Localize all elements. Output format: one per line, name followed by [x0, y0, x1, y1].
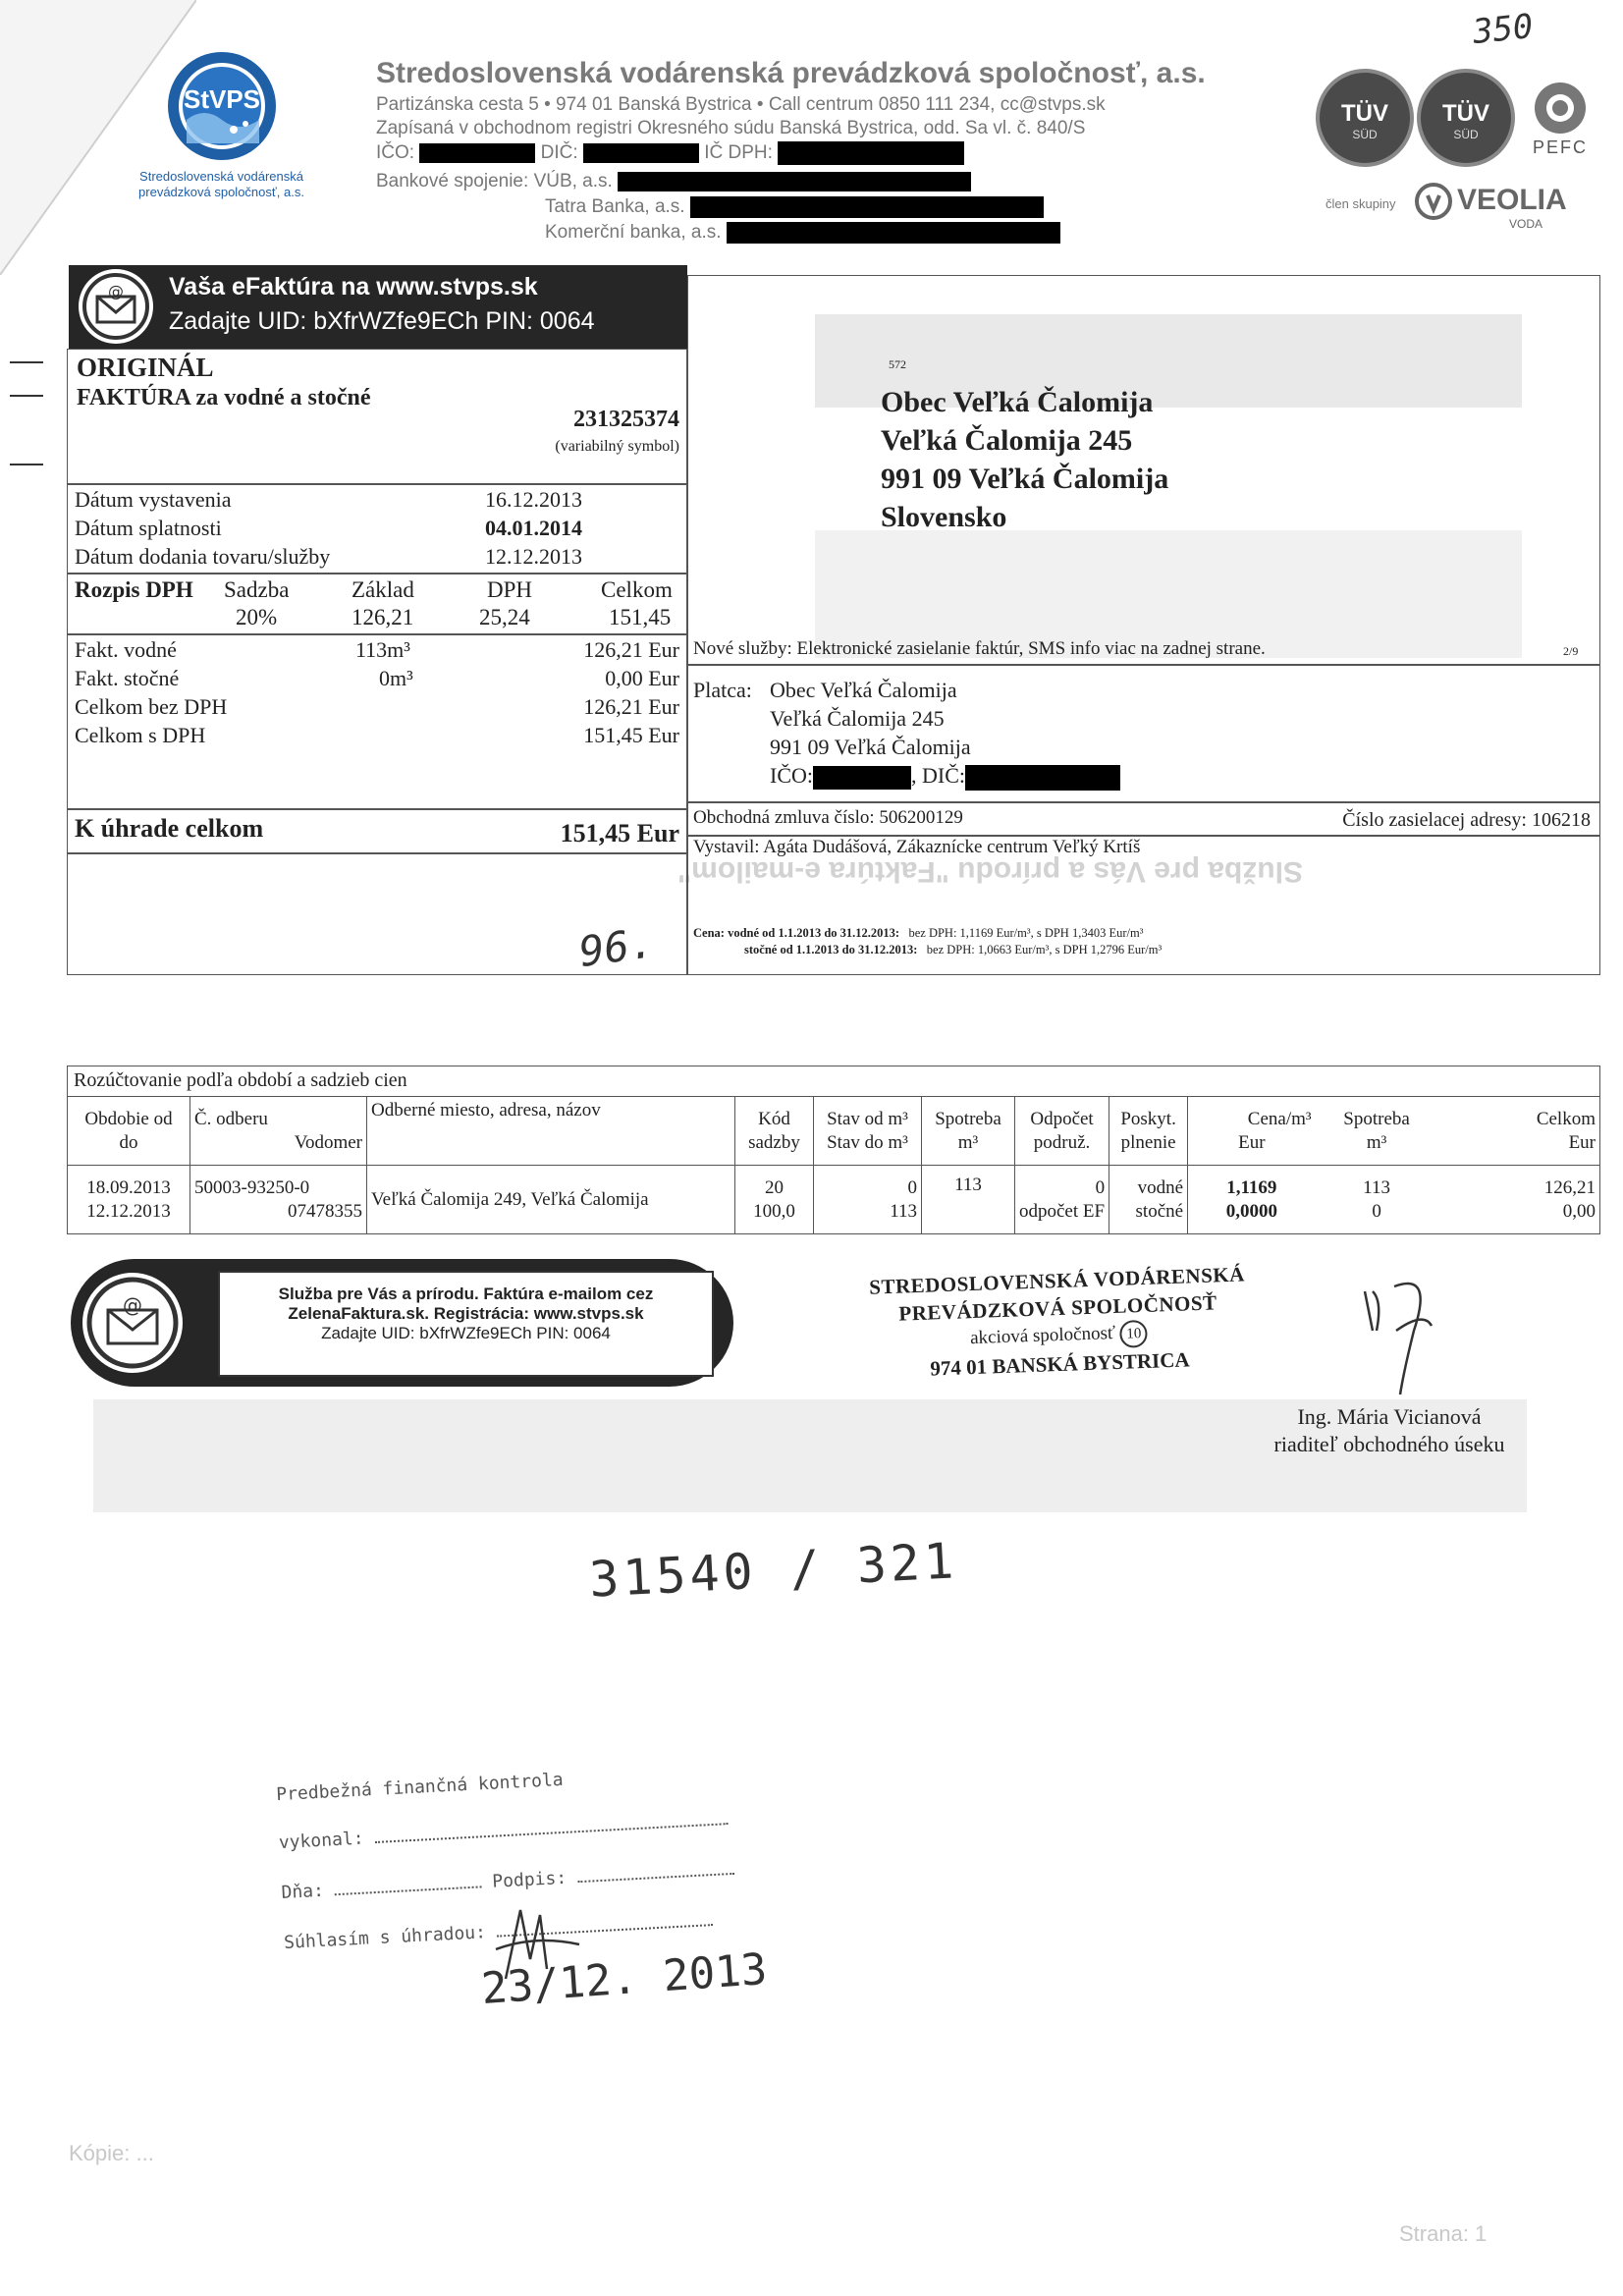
redacted-account: [727, 222, 1060, 244]
green-email-icon: [82, 1273, 183, 1373]
td-consumption2: [1316, 1166, 1438, 1234]
td-line: 100,0: [753, 1200, 795, 1222]
efaktura-line1: Vaša eFaktúra na www.stvps.sk: [169, 273, 538, 301]
ghost-footer-copies: Kópie: ...: [69, 2141, 154, 2165]
bank-name: Komerční banka, a.s.: [545, 222, 722, 243]
item-row: [75, 721, 683, 749]
td-line: 0: [1372, 1200, 1381, 1222]
bank-row: [376, 194, 1060, 220]
price-note-body: bez DPH: 1,0663 Eur/m³, s DPH 1,2796 Eur/m³: [926, 943, 1163, 957]
recipient-line: Veľká Čalomija 245: [881, 424, 1133, 457]
td-line: 113: [954, 1175, 982, 1195]
th-consumption: [922, 1097, 1015, 1166]
item-value: 126,21 Eur: [583, 637, 679, 662]
th-line: Spotreba: [1343, 1108, 1410, 1129]
dotted-line: [375, 1823, 729, 1843]
td-line: stočné: [1135, 1200, 1184, 1222]
logo-caption-line: prevádzková spoločnosť, a.s.: [138, 185, 304, 199]
item-label: Fakt. vodné: [75, 637, 177, 662]
vat-header: DPH: [487, 577, 533, 602]
logo-caption-line: Stredoslovenská vodárenská: [139, 169, 303, 184]
company-registry: Zapísaná v obchodnom registri Okresného súdu Banská Bystrica, odd. Sa vl. č. 840/S: [376, 118, 1086, 138]
item-value: 0,00 Eur: [605, 666, 679, 690]
logo-caption: [116, 169, 327, 200]
due-date-value: 04.01.2014: [485, 516, 582, 540]
control-row: [281, 1859, 734, 1903]
tuv-cert-2: [1417, 69, 1515, 167]
divider: [687, 664, 1600, 666]
vat-value: 20%: [236, 605, 278, 629]
td-line: Veľká Čalomija 249, Veľká Čalomija: [371, 1188, 649, 1210]
th-odber: [190, 1097, 367, 1166]
redacted-payer-dic: [965, 765, 1120, 791]
item-qty: 0m³: [379, 666, 413, 690]
green-banner-textbox: [218, 1271, 714, 1377]
th-line: Vodomer: [294, 1131, 362, 1153]
control-dna: Dňa:: [281, 1880, 325, 1904]
green-line3: Zadajte UID: bXfrWZfe9ECh PIN: 0064: [321, 1324, 611, 1342]
th-line: Eur: [1568, 1131, 1596, 1153]
vat-value: 151,45: [609, 605, 672, 629]
vat-value: 25,24: [479, 605, 530, 629]
stamp-number: 10: [1119, 1320, 1148, 1348]
th-total: [1438, 1097, 1600, 1166]
price-note-line: [693, 942, 1162, 958]
th-line: Stav do m³: [827, 1131, 908, 1153]
item-row: [75, 635, 683, 664]
recipient-line: 991 09 Veľká Čalomija: [881, 463, 1169, 495]
td-price: [1188, 1166, 1316, 1234]
redacted-ico: [419, 143, 535, 163]
th-line: Poskyt.: [1120, 1108, 1176, 1129]
th-supply: [1109, 1097, 1188, 1166]
td-line: 07478355: [288, 1200, 362, 1222]
page-marker: 2/9: [1563, 644, 1579, 658]
th-line: podruž.: [1033, 1131, 1091, 1153]
recipient-code: 572: [889, 357, 906, 371]
payer-label: Platca:: [693, 678, 752, 702]
table-header-row: [68, 1097, 1600, 1166]
tuv-cert-2-sub: SÜD: [1453, 128, 1479, 141]
date-label: Dátum splatnosti: [75, 516, 222, 540]
th-states: [814, 1097, 922, 1166]
item-label: Celkom s DPH: [75, 723, 206, 747]
bank-name: VÚB, a.s.: [533, 171, 613, 191]
td-line: odpočet EF: [1019, 1200, 1106, 1222]
bank-name: Tatra Banka, a.s.: [545, 196, 685, 217]
redacted-icdph: [778, 141, 964, 165]
td-period: [68, 1166, 190, 1234]
green-service-banner: [71, 1259, 733, 1387]
price-note-line: [693, 925, 1162, 942]
margin-mark: [10, 361, 43, 363]
payer-ico-label: IČO:: [770, 763, 813, 788]
date-row: [75, 514, 683, 542]
divider: [67, 852, 687, 854]
th-line: sadzby: [748, 1131, 800, 1153]
divider: [687, 801, 1600, 803]
contract-number: Obchodná zmluva číslo: 506200129: [693, 807, 963, 828]
th-line: Odpočet: [1030, 1108, 1094, 1129]
group-label: člen skupiny: [1325, 196, 1396, 211]
pefc-label: PEFC: [1532, 137, 1588, 157]
breakdown-table: [67, 1096, 1600, 1234]
recipient-line: Obec Veľká Čalomija: [881, 386, 1154, 418]
th-deduction: [1015, 1097, 1109, 1166]
th-code: [735, 1097, 814, 1166]
td-place: [367, 1166, 735, 1234]
th-line: Celkom: [1536, 1108, 1596, 1129]
table-row: [68, 1166, 1600, 1234]
veolia-icon: [1414, 182, 1453, 221]
td-line: 0,0000: [1225, 1200, 1277, 1222]
total-label: K úhrade celkom: [75, 814, 264, 843]
handwritten-96: 96.: [575, 917, 657, 977]
payer-line: Obec Veľká Čalomija: [770, 678, 957, 702]
vat-title: Rozpis DPH: [75, 577, 193, 602]
th-place: [367, 1097, 735, 1166]
dotted-line: [335, 1886, 482, 1895]
td-line: 18.09.2013: [86, 1176, 171, 1198]
td-line: 0,00: [1562, 1200, 1596, 1222]
price-note: [693, 925, 1162, 958]
bank-info: [376, 169, 1060, 246]
control-vykonal: vykonal:: [278, 1828, 365, 1854]
email-envelope-icon: [79, 269, 153, 344]
control-row: [278, 1809, 731, 1853]
divider: [67, 573, 687, 574]
svg-text:@: @: [123, 1293, 142, 1317]
td-line: 20: [765, 1176, 784, 1198]
efaktura-banner: [69, 265, 687, 349]
payer-line: 991 09 Veľká Čalomija: [770, 735, 971, 759]
ico-label: IČO:: [376, 142, 415, 164]
company-stamp: [850, 1260, 1267, 1386]
item-value: 126,21 Eur: [583, 694, 679, 719]
pefc-tree-icon: [1525, 77, 1596, 136]
th-price: [1188, 1097, 1316, 1166]
item-row: [75, 692, 683, 721]
signatory-role: riaditeľ obchodného úseku: [1273, 1432, 1505, 1456]
td-states: [814, 1166, 922, 1234]
invoice-right-box: [687, 275, 1600, 975]
td-line: 50003-93250-0: [194, 1176, 310, 1198]
th-line: m³: [1366, 1131, 1387, 1153]
price-note-head: vodné od 1.1.2013 do 31.12.2013:: [728, 926, 900, 940]
items-block: [75, 635, 683, 749]
veolia-sub: VODA: [1508, 217, 1542, 231]
td-line: 12.12.2013: [86, 1200, 171, 1222]
date-value: 16.12.2013: [485, 487, 582, 512]
dates-block: [75, 485, 683, 571]
date-label: Dátum dodania tovaru/služby: [75, 544, 331, 569]
td-line: 126,21: [1543, 1176, 1596, 1198]
dic-label: DIČ:: [540, 142, 578, 164]
price-note-body: bez DPH: 1,1169 Eur/m³, s DPH 1,3403 Eur/m³: [908, 926, 1144, 940]
th-line: Kód: [758, 1108, 790, 1129]
th-line: plnenie: [1120, 1131, 1176, 1153]
control-title: Predbežná finančná kontrola: [275, 1769, 565, 1806]
mail-union-label: Mail Union: [704, 1304, 714, 1346]
company-name: Stredoslovenská vodárenská prevádzková spoločnosť, a.s.: [376, 57, 1206, 89]
td-line: 0: [1095, 1176, 1106, 1198]
original-label: ORIGINÁL: [77, 353, 214, 382]
th-consumption2: [1316, 1097, 1438, 1166]
price-note-label: Cena:: [693, 926, 725, 940]
issued-by: Vystavil: Agáta Dudášová, Zákaznícke centrum Veľký Krtíš: [693, 837, 1141, 857]
payer-lines: [770, 676, 1120, 791]
td-consumption: [922, 1166, 1015, 1234]
control-suhlasi: Súhlasím s úhradou:: [283, 1922, 487, 1953]
ghost-footer-page: Strana: 1: [1399, 2221, 1488, 2246]
tuv-cert-1-label: TÜV: [1341, 100, 1388, 127]
td-line: 113: [1363, 1176, 1390, 1198]
services-note: Nové služby: Elektronické zasielanie faktúr, SMS info viac na zadnej strane.: [693, 638, 1266, 659]
vat-header: Sadzba: [224, 577, 290, 602]
price-note-head: stočné od 1.1.2013 do 31.12.2013:: [744, 943, 918, 957]
address-number: Číslo zasielacej adresy: 106218: [1342, 809, 1591, 831]
payer-dic-label: , DIČ:: [911, 763, 965, 788]
green-line1: Služba pre Vás a prírodu. Faktúra e-mailom cez: [278, 1285, 654, 1303]
stamp-line: STREDOSLOVENSKÁ VODÁRENSKÁ: [868, 1262, 1246, 1299]
breakdown-title: Rozúčtovanie podľa období a sadzieb cien: [74, 1069, 407, 1091]
td-deduction: [1015, 1166, 1109, 1234]
bank-label: Bankové spojenie:: [376, 171, 529, 191]
handwritten-ref: 31540 / 321: [587, 1532, 959, 1609]
invoice-title: [77, 385, 371, 411]
td-total: [1438, 1166, 1600, 1234]
icdph-label: IČ DPH:: [704, 142, 773, 164]
ghost-banner-text: Služba pre Vás a prírodu "Faktúra e-mailom": [677, 855, 1303, 888]
vat-header: Celkom: [601, 577, 673, 602]
company-logo: [165, 49, 279, 163]
total-value: 151,45 Eur: [560, 819, 679, 847]
th-line: Č. odberu: [194, 1108, 268, 1129]
vat-block: [75, 575, 683, 632]
th-period: [68, 1097, 190, 1166]
th-line: Obdobie od: [84, 1108, 173, 1129]
handwritten-date: 23/12. 2013: [479, 1943, 769, 2015]
veolia-logo: [1414, 182, 1591, 236]
invoice-number-caption: (variabilný symbol): [555, 438, 679, 455]
redacted-account: [618, 172, 971, 191]
redacted-account: [690, 196, 1044, 218]
vat-header: Základ: [352, 577, 414, 602]
svg-text:@: @: [108, 282, 124, 301]
tuv-cert-1-sub: SÜD: [1352, 128, 1378, 141]
th-line: Cena/m³: [1247, 1108, 1312, 1129]
recipient-address: [881, 383, 1168, 536]
bank-row: [376, 220, 1060, 246]
td-line: vodné: [1137, 1176, 1184, 1198]
th-line: Spotreba: [935, 1108, 1001, 1129]
green-line2: ZelenaFaktura.sk. Registrácia: www.stvps.sk: [288, 1304, 644, 1323]
stamp-line: 974 01 BANSKÁ BYSTRICA: [929, 1347, 1190, 1381]
logo-text: StVPS: [183, 84, 261, 114]
stamp-line: PREVÁDZKOVÁ SPOLOČNOSŤ: [898, 1290, 1217, 1326]
pefc-logo: [1525, 77, 1596, 165]
th-line: m³: [957, 1131, 979, 1153]
td-line: 1,1169: [1226, 1176, 1277, 1198]
veolia-label: VEOLIA: [1457, 184, 1567, 216]
date-label: Dátum vystavenia: [75, 487, 232, 512]
item-qty: 113m³: [355, 637, 410, 662]
item-value: 151,45 Eur: [583, 723, 679, 747]
th-line: Eur: [1238, 1131, 1266, 1153]
invoice-title-text: FAKTÚRA za vodné a stočné: [77, 385, 371, 410]
redacted-dic: [583, 143, 699, 163]
tuv-cert-2-label: TÜV: [1442, 100, 1489, 127]
margin-mark: [10, 464, 43, 465]
td-supply: [1109, 1166, 1188, 1234]
td-line: 113: [890, 1200, 917, 1222]
control-podpis: Podpis:: [491, 1867, 568, 1892]
vat-value: 126,21: [352, 605, 414, 629]
margin-mark: [10, 395, 43, 397]
item-label: Celkom bez DPH: [75, 694, 228, 719]
recipient-line: Slovensko: [881, 501, 1007, 533]
date-row: [75, 485, 683, 514]
td-odber: [190, 1166, 367, 1234]
invoice-number: 231325374: [573, 407, 679, 432]
company-address: Partizánska cesta 5 • 974 01 Banská Bystrica • Call centrum 0850 111 234, cc@stvps.sk: [376, 94, 1106, 115]
signatory-name: Ing. Mária Vicianová: [1297, 1404, 1482, 1429]
item-row: [75, 664, 683, 692]
th-line: Stav od m³: [827, 1108, 908, 1129]
efaktura-line2: Zadajte UID: bXfrWZfe9ECh PIN: 0064: [169, 307, 595, 335]
signature-scribble: [1355, 1272, 1443, 1399]
date-value: 12.12.2013: [485, 544, 582, 569]
dotted-line: [577, 1873, 734, 1883]
td-line: 0: [907, 1176, 917, 1198]
date-row: [75, 542, 683, 571]
company-ids: [376, 141, 964, 165]
divider: [67, 808, 687, 810]
handwritten-top-right: 350: [1471, 6, 1536, 53]
redacted-payer-ico: [813, 766, 911, 790]
bank-row: [376, 169, 1060, 194]
payer-ids: [770, 761, 1120, 791]
th-line: do: [119, 1131, 138, 1153]
payer-line: Veľká Čalomija 245: [770, 706, 945, 731]
tuv-cert-1: [1316, 69, 1414, 167]
stamp-sub: akciová spoločnosť: [969, 1322, 1116, 1349]
th-line: Odberné miesto, adresa, názov: [371, 1100, 601, 1121]
item-label: Fakt. stočné: [75, 666, 180, 690]
td-code: [735, 1166, 814, 1234]
